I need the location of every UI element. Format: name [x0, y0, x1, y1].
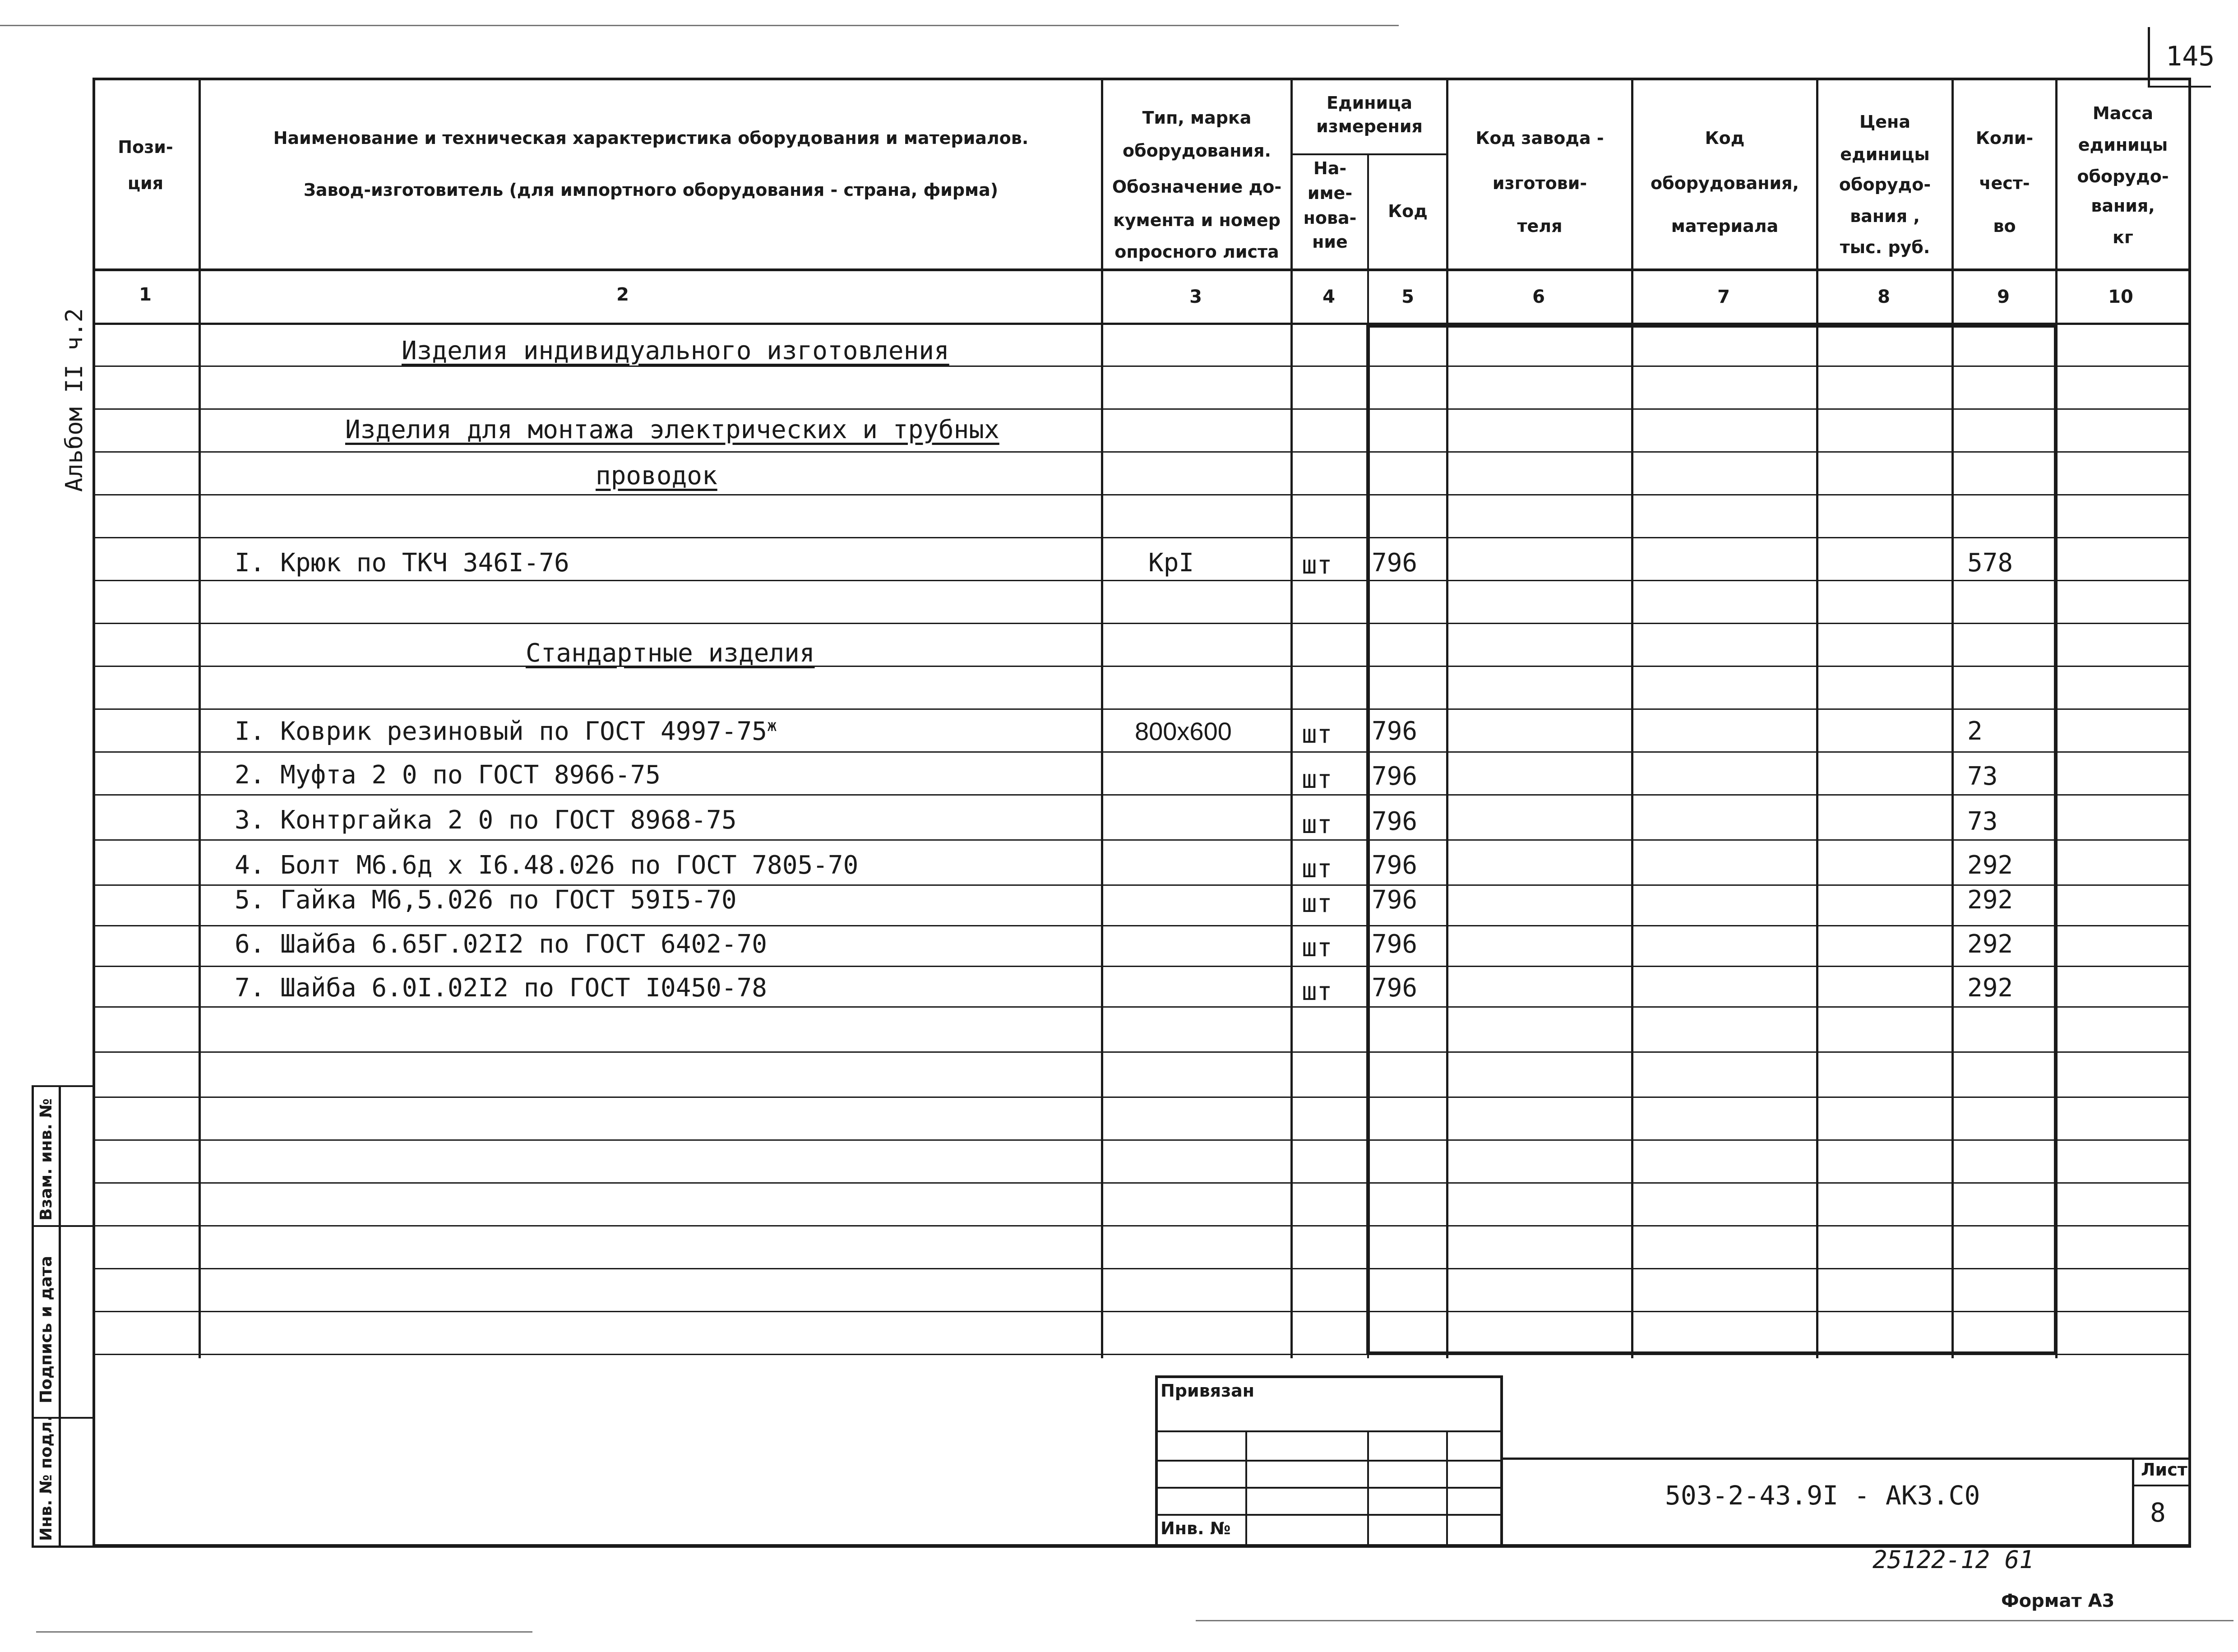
col7-header-line1: Код [1705, 128, 1745, 148]
col3-header-line4: кумента и номер [1113, 210, 1281, 230]
row-qty: 2 [1967, 717, 1983, 746]
row-unit: шт [1302, 889, 1332, 918]
bound-label: Привязан [1161, 1381, 1255, 1401]
col6-header-line1: Код завода - [1475, 128, 1604, 148]
col-number-7: 7 [1717, 287, 1730, 307]
section-individual-manufacturing: Изделия индивидуального изготовления [402, 336, 949, 366]
side-label-podpis: Подпись и дата [37, 1256, 55, 1403]
row-code: 796 [1372, 885, 1418, 915]
archive-number: 25122-12 61 [1873, 1546, 2034, 1574]
col2-header-line2: Завод-изготовитель (для импортного оборудования - страна, фирма) [303, 180, 999, 200]
sheet-label: Лист [2141, 1460, 2187, 1480]
col-number-10: 10 [2108, 287, 2133, 307]
col7-header-line3: материала [1671, 216, 1779, 236]
col8-header-line1: Цена [1859, 112, 1910, 132]
row-qty: 73 [1967, 807, 1998, 836]
row-qty: 292 [1967, 930, 2013, 959]
col8-header-line3: оборудо- [1839, 175, 1931, 194]
row-unit: шт [1302, 765, 1332, 794]
col3-header-line1: Тип, марка [1142, 108, 1252, 128]
row-unit: шт [1302, 720, 1332, 749]
col-number-4: 4 [1322, 287, 1335, 307]
col4-header-line2: име- [1307, 183, 1353, 203]
col-number-6: 6 [1532, 287, 1545, 307]
row-unit: шт [1302, 854, 1332, 884]
section-mounting-products: Изделия для монтажа электрических и трубных [345, 415, 999, 444]
col4-header-line3: нова- [1303, 208, 1357, 228]
row-name: I. Крюк по ТКЧ 346I-76 [235, 548, 569, 578]
inv-no-label: Инв. № [1161, 1518, 1231, 1538]
side-label-inv-podl: Инв. № подл. [37, 1415, 55, 1541]
col-number-8: 8 [1877, 287, 1890, 307]
sheet-number: 8 [2150, 1497, 2166, 1528]
col-number-9: 9 [1997, 287, 2010, 307]
row-unit: шт [1302, 933, 1332, 963]
row-unit: шт [1302, 977, 1332, 1006]
side-label-vzam: Взам. инв. № [37, 1098, 55, 1221]
col1-header-line1: Пози- [118, 137, 173, 157]
row-qty: 292 [1967, 885, 2013, 915]
col1-header-line2: ция [127, 173, 164, 193]
row-name: 2. Муфта 2 0 по ГОСТ 8966-75 [235, 760, 661, 790]
document-code: 503-2-43.9I - АК3.С0 [1665, 1480, 1980, 1511]
row-code: 796 [1372, 851, 1418, 880]
row-qty: 73 [1967, 762, 1998, 791]
col6-header-line2: изготови- [1492, 173, 1587, 193]
col2-header-line1: Наименование и техническая характеристика оборудования и материалов. [273, 128, 1029, 148]
row-name [235, 717, 777, 746]
col10-header-line1: Масса [2092, 103, 2154, 123]
paper-format: Формат А3 [2001, 1591, 2115, 1611]
row-code: 796 [1372, 717, 1418, 746]
unit-header-line2: измерения [1316, 116, 1423, 136]
col3-header-line2: оборудования. [1123, 141, 1271, 161]
col10-header-line2: единицы [2078, 135, 2168, 155]
col8-header-line4: вания , [1850, 206, 1920, 226]
row-name: 4. Болт М6.6д х I6.48.026 по ГОСТ 7805-70 [235, 851, 859, 880]
col9-header-line3: во [1993, 216, 2016, 236]
row-name: 3. Контргайка 2 0 по ГОСТ 8968-75 [235, 805, 737, 835]
unit-header-line1: Единица [1327, 93, 1412, 113]
row-name-superscript: ж [767, 717, 777, 735]
col8-header-line2: единицы [1840, 144, 1930, 164]
row-unit: шт [1302, 551, 1332, 580]
row-name-text: I. Коврик резиновый по ГОСТ 4997-75 [235, 717, 768, 746]
row-code: 796 [1372, 973, 1418, 1003]
row-name: 6. Шайба 6.65Г.02I2 по ГОСТ 6402-70 [235, 930, 768, 959]
row-type: КрI [1148, 548, 1194, 578]
row-qty: 578 [1967, 548, 2013, 578]
section-standard-products: Стандартные изделия [526, 639, 815, 668]
col9-header-line1: Коли- [1975, 128, 2034, 148]
row-code: 796 [1372, 807, 1418, 836]
col4-header-line1: На- [1313, 158, 1347, 178]
col4-header-line4: ние [1312, 232, 1348, 252]
col5-header: Код [1388, 201, 1428, 221]
row-type: 800х600 [1135, 717, 1232, 745]
col9-header-line2: чест- [1979, 173, 2030, 193]
col10-header-line3: оборудо- [2077, 167, 2169, 186]
row-unit: шт [1302, 810, 1332, 839]
row-name: 7. Шайба 6.0I.02I2 по ГОСТ I0450-78 [235, 973, 768, 1003]
col-number-5: 5 [1401, 287, 1414, 307]
row-code: 796 [1372, 930, 1418, 959]
row-qty: 292 [1967, 973, 2013, 1003]
col10-header-line5: кг [2113, 227, 2133, 247]
album-label: Альбом II ч.2 [61, 308, 88, 492]
col3-header-line5: опросного листа [1114, 242, 1279, 262]
col-number-2: 2 [616, 284, 629, 305]
row-code: 796 [1372, 548, 1418, 578]
col-number-3: 3 [1189, 287, 1202, 307]
row-qty: 292 [1967, 851, 2013, 880]
col7-header-line2: оборудования, [1651, 173, 1799, 193]
col6-header-line3: теля [1517, 216, 1563, 236]
col8-header-line5: тыс. руб. [1840, 237, 1930, 257]
section-mounting-products-cont: проводок [596, 461, 717, 491]
col10-header-line4: вания, [2091, 196, 2155, 216]
row-name: 5. Гайка М6,5.026 по ГОСТ 59I5-70 [235, 885, 737, 915]
corner-sheet-number: 145 [2166, 41, 2215, 72]
col3-header-line3: Обозначение до- [1112, 177, 1282, 197]
col-number-1: 1 [139, 284, 152, 305]
row-code: 796 [1372, 762, 1418, 791]
